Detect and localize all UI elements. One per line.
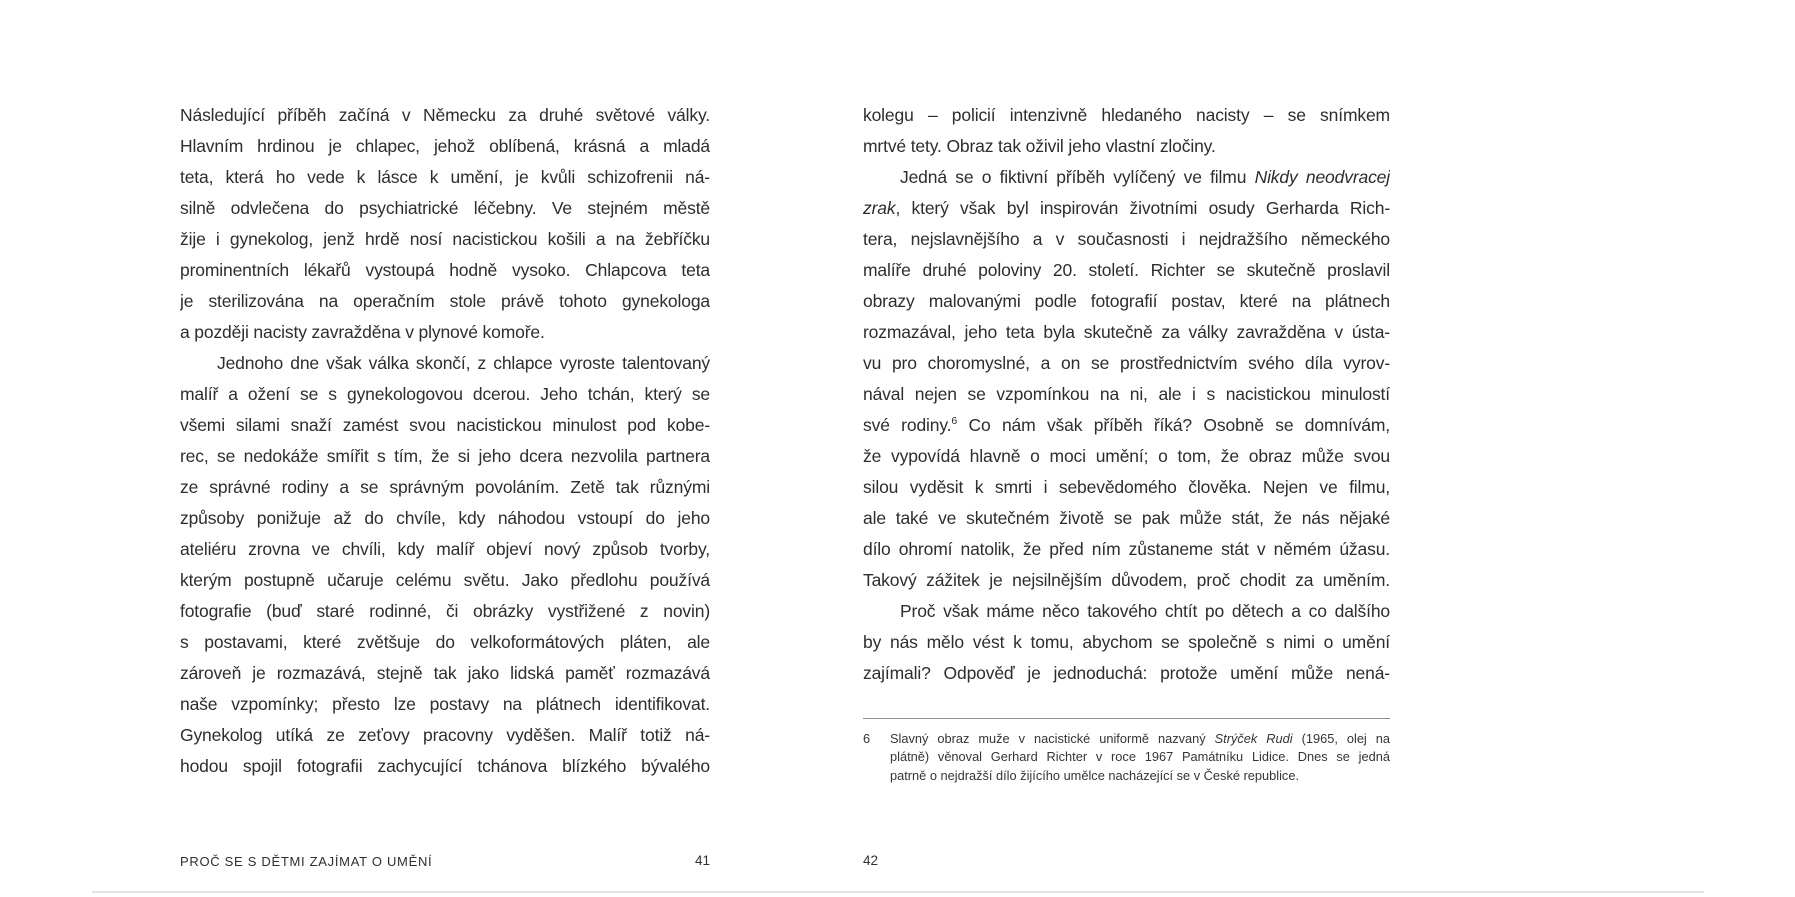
text-line: své rodiny.$^6$ Co nám však příběh říká? Osobně se domnívám, (863, 415, 1390, 435)
text-line: teta, která ho vede k lásce k umění, je kvůli schizofrenii ná- (180, 167, 710, 187)
text-line: silou vyděsit k smrti i sebevědomého člověka. Nejen ve filmu, (863, 477, 1390, 497)
paragraph (863, 596, 1390, 689)
text-line: vu pro choromyslné, a on se prostřednictvím svého díla vyrov- (863, 353, 1390, 373)
text-line: nával nejen se vzpomínkou na ni, ale i s nacistickou minulostí (863, 384, 1390, 404)
text-line: žije i gynekolog, jenž hrdě nosí nacistickou košili a na žebříčku (180, 229, 710, 249)
text-line: kolegu – policií intenzivně hledaného nacisty – se snímkem (863, 105, 1390, 125)
text-line: je sterilizována na operačním stole právě tohoto gynekologa (180, 291, 710, 311)
left-page-text-column (180, 100, 710, 782)
text-line: že vypovídá hlavně o moci umění; o tom, že obraz může svou (863, 446, 1390, 466)
text-line: ale také ve skutečném životě se pak může stát, že nás nějaké (863, 508, 1390, 528)
text-line: s postavami, které zvětšuje do velkoformátových pláten, ale (180, 632, 710, 652)
text-line: Proč však máme něco takového chtít po dětech a co dalšího (900, 601, 1390, 621)
paragraph (180, 100, 710, 348)
footnote-line: plátně) věnoval Gerhard Richter v roce 1967 Památníku Lidice. Dnes se jedná (890, 749, 1390, 765)
left-page-number: 41 (694, 853, 710, 868)
paragraph (863, 162, 1390, 596)
text-line: Hlavním hrdinou je chlapec, jehož oblíbená, krásná a mladá (180, 136, 710, 156)
footnote-line: Slavný obraz muže v nacistické uniformě nazvaný Strýček Rudi (1965, olej na (890, 731, 1390, 746)
text-line: rec, se nedokáže smířit s tím, že si jeho dcera nezvolila partnera (180, 446, 710, 466)
text-line: hodou spojil fotografii zachycující tchánova blízkého bývalého (180, 756, 710, 776)
text-line: Jednoho dne však válka skončí, z chlapce vyroste talentovaný (217, 353, 710, 373)
text-line: mrtvé tety. Obraz tak oživil jeho vlastní zločiny. (863, 136, 1216, 156)
footnote (863, 730, 1390, 785)
right-page-text-column (863, 100, 1390, 689)
text-line: způsoby ponižuje až do chvíle, kdy náhodou vstoupí do jeho (180, 508, 710, 528)
footnote-line: patrně o nejdražší dílo žijícího umělce nacházející se v České republice. (890, 767, 1300, 783)
right-page-number: 42 (863, 853, 879, 868)
text-line: malíř a ožení se s gynekologovou dcerou. Jeho tchán, který se (180, 384, 710, 404)
text-line: zároveň je rozmazává, stejně tak jako lidská paměť rozmazává (180, 663, 710, 683)
text-line: Takový zážitek je nejsilnějším důvodem, proč chodit za uměním. (863, 570, 1390, 590)
footnote-divider-rule (863, 718, 1390, 719)
text-line: rozmazával, jeho teta byla skutečně za války zavražděna v ústa- (863, 322, 1390, 342)
text-line: kterým postupně učaruje celému světu. Jako předlohu používá (180, 570, 710, 590)
text-line: Jedná se o fiktivní příběh vylíčený ve filmu Nikdy neodvracej (900, 167, 1390, 187)
text-line: a později nacisty zavražděna v plynové komoře. (180, 322, 545, 342)
page-bottom-scan-edge (92, 891, 1704, 893)
text-line: dílo ohromí natolik, že před ním zůstaneme stát v němém úžasu. (863, 539, 1390, 559)
text-line: zajímali? Odpověď je jednoduchá: protože umění může nená- (863, 663, 1390, 683)
paragraph (863, 100, 1390, 162)
text-line: malíře druhé poloviny 20. století. Richter se skutečně proslavil (863, 260, 1390, 280)
running-footer-chapter-title: PROČ SE S DĚTMI ZAJÍMAT O UMĚNÍ (180, 854, 433, 869)
text-line: zrak, který však byl inspirován životními osudy Gerharda Rich- (863, 198, 1390, 218)
text-line: prominentních lékařů vystoupá hodně vysoko. Chlapcova teta (180, 260, 710, 280)
text-line: ateliéru zrovna ve chvíli, kdy malíř objeví nový způsob tvorby, (180, 539, 710, 559)
paragraph (180, 348, 710, 782)
text-line: obrazy malovanými podle fotografií postav, které na plátnech (863, 291, 1390, 311)
text-line: všemi silami snaží zamést svou nacistickou minulost pod kobe- (180, 415, 710, 435)
footnote-text (890, 730, 1390, 785)
text-line: silně odvlečena do psychiatrické léčebny. Ve stejném městě (180, 198, 710, 218)
text-line: Gynekolog utíká ze zeťovy pracovny vyděšen. Malíř totiž ná- (180, 725, 710, 745)
text-line: by nás mělo vést k tomu, abychom se společně s nimi o umění (863, 632, 1390, 652)
text-line: tera, nejslavnějšího a v současnosti i nejdražšího německého (863, 229, 1390, 249)
text-line: naše vzpomínky; přesto lze postavy na plátnech identifikovat. (180, 694, 710, 714)
text-line: ze správné rodiny a se správným povoláním. Zetě tak různými (180, 477, 710, 497)
text-line: Následující příběh začíná v Německu za druhé světové války. (180, 105, 710, 125)
text-line: fotografie (buď staré rodinné, či obrázky vystřižené z novin) (180, 601, 710, 621)
footnote-number: 6 (863, 731, 871, 746)
